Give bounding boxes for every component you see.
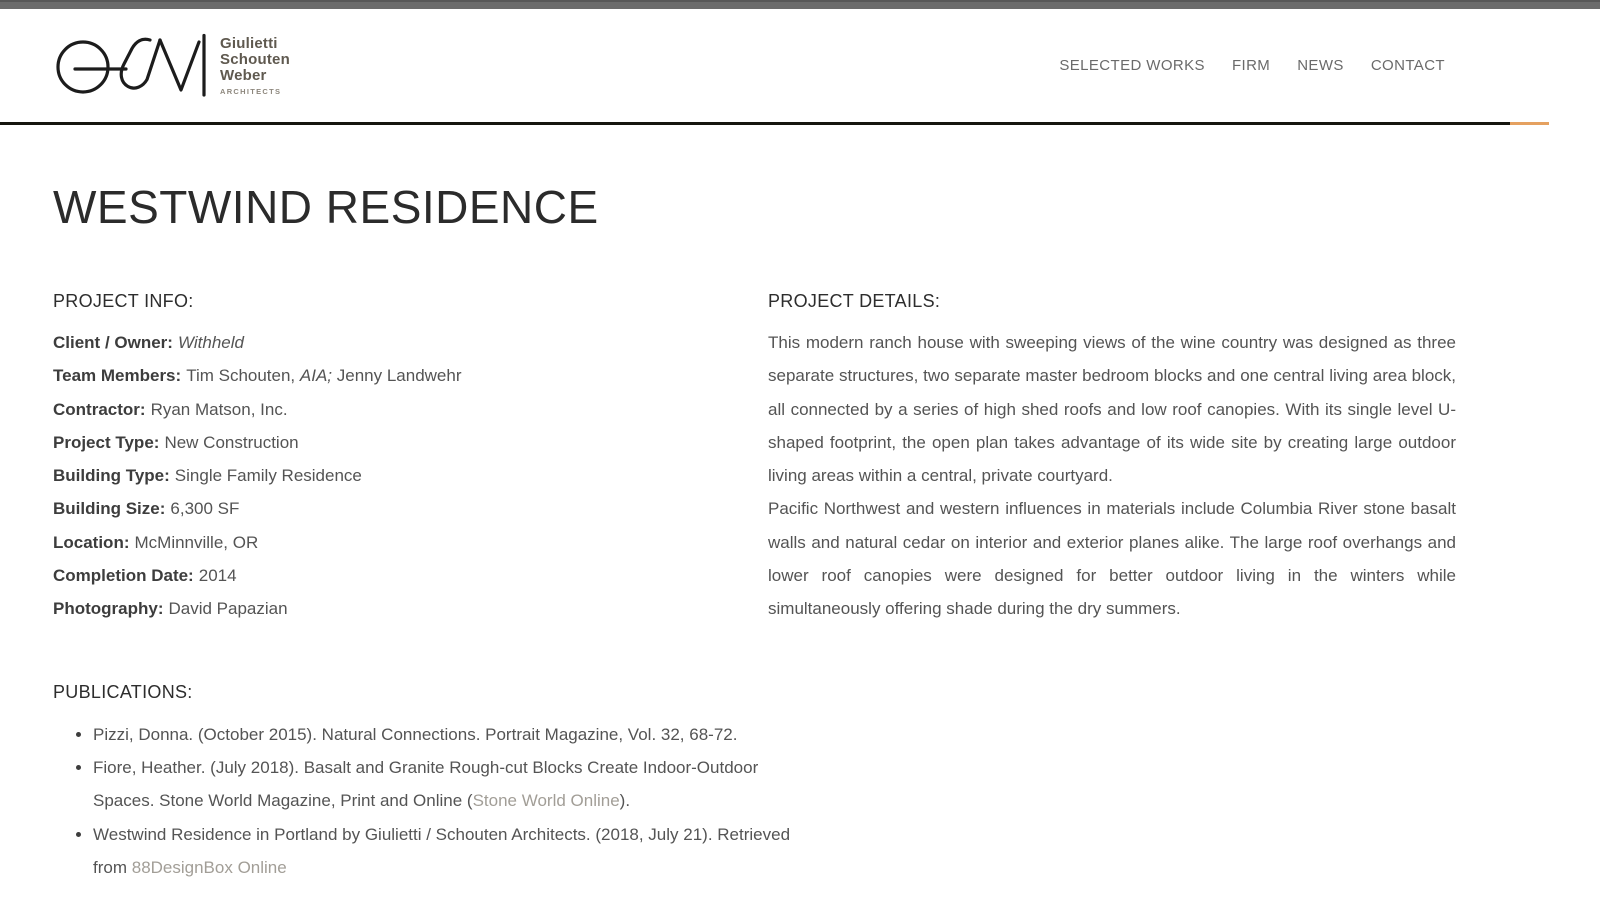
- publications-section: [53, 682, 1600, 884]
- logo-line-3: Weber: [220, 66, 267, 84]
- info-label: Contractor:: [53, 399, 146, 419]
- project-page: [0, 180, 1600, 884]
- project-columns: [53, 291, 1600, 626]
- info-value: Jenny Landwehr: [332, 366, 462, 386]
- info-row-building-size: [53, 492, 715, 525]
- nav-firm[interactable]: FIRM: [1231, 57, 1271, 74]
- info-value: New Construction: [164, 432, 299, 452]
- site-header: [0, 9, 1600, 122]
- details-paragraph-1: This modern ranch house with sweeping views of the wine country was designed as three separate structures, two separate master bedroom blocks and one central living area block, all connected by a series of high shed roofs and low roof canopies. With its single level U-shaped footprint, the open plan takes advantage of its wide site by creating large outdoor living areas within a central, private courtyard.: [768, 333, 1456, 486]
- publications-list: [53, 718, 799, 884]
- page-title: WESTWIND RESIDENCE: [53, 181, 599, 233]
- info-row-team-members: [53, 359, 715, 392]
- info-value: Ryan Matson, Inc.: [150, 399, 288, 419]
- browser-top-strip: [0, 0, 1600, 9]
- project-details-text: [768, 326, 1456, 626]
- info-row-location: [53, 526, 715, 559]
- nav-selected-works[interactable]: SELECTED WORKS: [1059, 57, 1205, 74]
- info-value: David Papazian: [168, 599, 288, 619]
- info-label: Building Type:: [53, 466, 170, 486]
- info-label: Photography:: [53, 599, 164, 619]
- gsw-logo[interactable]: [53, 33, 290, 99]
- publications-heading: PUBLICATIONS:: [53, 681, 193, 702]
- logo-tagline: ARCHITECTS: [220, 86, 282, 96]
- publication-text: ).: [619, 791, 631, 811]
- info-label: Location:: [53, 532, 130, 552]
- info-value: 2014: [198, 566, 237, 586]
- publication-text: Fiore, Heather. (July 2018). Basalt and Granite Rough-cut Blocks Create Indoor-Outdoor Spaces. Stone World Magazine, Print and Online (: [93, 757, 759, 811]
- logo-line-1: Giulietti: [220, 34, 278, 52]
- main-nav: [1059, 57, 1445, 74]
- gsw-monogram-icon: [53, 33, 211, 99]
- info-value: McMinnville, OR: [134, 532, 259, 552]
- info-row-client-owner: [53, 326, 715, 359]
- nav-news[interactable]: NEWS: [1297, 57, 1344, 74]
- publication-item: [93, 751, 799, 818]
- info-label: Client / Owner:: [53, 333, 173, 352]
- info-label: Project Type:: [53, 432, 160, 452]
- logo-line-2: Schouten: [220, 50, 290, 68]
- info-value: Single Family Residence: [174, 466, 362, 486]
- project-details-section: [768, 291, 1456, 626]
- info-row-building-type: [53, 459, 715, 492]
- details-paragraph-2: Pacific Northwest and western influences in materials include Columbia River stone basalt walls and natural cedar on interior and exterior planes alike. The large roof overhangs and lower roof canopies were designed for better outdoor living in the winters while simultaneously offering shade during the dry summers.: [768, 499, 1456, 619]
- info-label: Team Members:: [53, 366, 182, 386]
- info-row-project-type: [53, 426, 715, 459]
- info-label: Building Size:: [53, 499, 166, 519]
- info-value: Tim Schouten,: [186, 366, 300, 386]
- info-value: 6,300 SF: [170, 499, 240, 519]
- 88designbox-online-link[interactable]: 88DesignBox Online: [131, 857, 287, 877]
- header-divider-dark: [0, 122, 1510, 125]
- publication-item: [93, 818, 799, 885]
- publication-item: [93, 718, 799, 751]
- info-value: Withheld: [177, 333, 244, 352]
- project-info-heading: PROJECT INFO:: [53, 291, 194, 311]
- info-row-photography: [53, 592, 715, 625]
- project-info-section: [53, 291, 715, 626]
- info-value-italic: AIA;: [299, 366, 333, 386]
- publication-text: Pizzi, Donna. (October 2015). Natural Connections. Portrait Magazine, Vol. 32, 68-72.: [93, 724, 738, 744]
- info-row-completion-date: [53, 559, 715, 592]
- header-divider: [0, 122, 1600, 125]
- info-row-contractor: [53, 393, 715, 426]
- publication-text: Westwind Residence in Portland by Giulietti / Schouten Architects. (2018, July 21). Retrieved from: [93, 824, 791, 877]
- stone-world-online-link[interactable]: Stone World Online: [472, 791, 620, 811]
- nav-contact[interactable]: CONTACT: [1370, 57, 1445, 74]
- gsw-logo-wordmark: [220, 36, 290, 96]
- info-label: Completion Date:: [53, 566, 194, 586]
- project-details-heading: PROJECT DETAILS:: [768, 291, 941, 311]
- header-divider-accent: [1510, 122, 1549, 125]
